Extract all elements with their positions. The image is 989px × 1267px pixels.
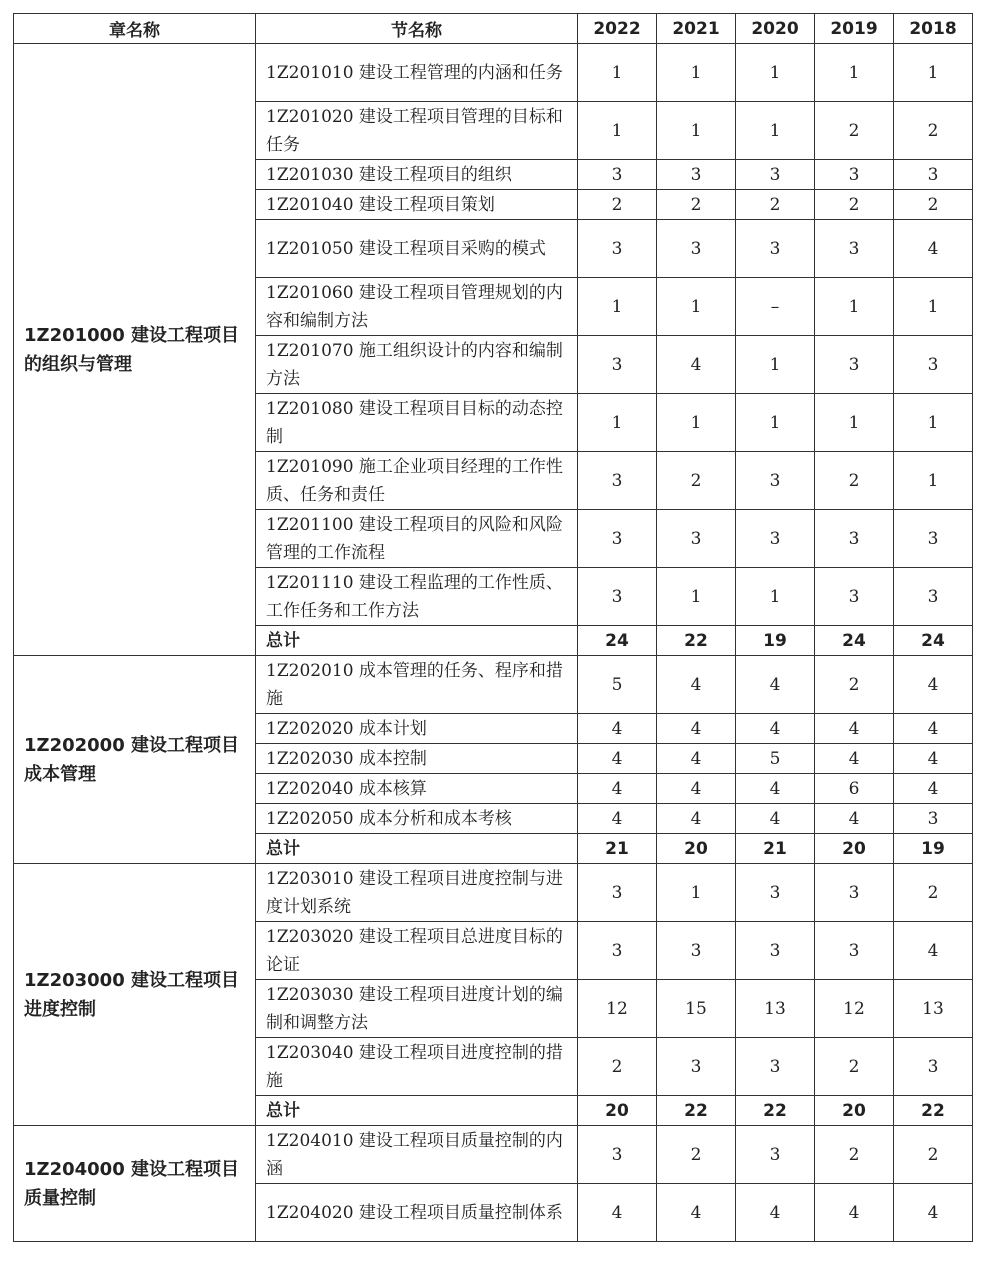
table-body: [14, 44, 973, 1242]
total-label: 总计: [256, 834, 578, 864]
score-cell: 4: [578, 804, 657, 834]
total-cell: 22: [736, 1096, 815, 1126]
chapter-name-cell: 1Z203000 建设工程项目进度控制: [14, 864, 256, 1126]
score-cell: 1: [578, 278, 657, 336]
score-cell: 3: [657, 1038, 736, 1096]
score-cell: 4: [657, 714, 736, 744]
score-cell: 1: [894, 278, 973, 336]
score-cell: 1: [894, 44, 973, 102]
score-cell: 3: [736, 220, 815, 278]
score-cell: 1: [894, 394, 973, 452]
chapter-name-cell: 1Z202000 建设工程项目成本管理: [14, 656, 256, 864]
score-cell: 4: [894, 656, 973, 714]
score-cell: 1: [657, 44, 736, 102]
score-cell: 3: [894, 160, 973, 190]
total-cell: 19: [736, 626, 815, 656]
score-cell: 3: [578, 510, 657, 568]
score-cell: 1: [815, 44, 894, 102]
total-cell: 20: [578, 1096, 657, 1126]
score-cell: 5: [578, 656, 657, 714]
score-cell: –: [736, 278, 815, 336]
score-cell: 4: [894, 714, 973, 744]
score-cell: 4: [578, 714, 657, 744]
table-header: [14, 14, 973, 44]
section-name-cell: 1Z201010 建设工程管理的内涵和任务: [256, 44, 578, 102]
score-cell: 3: [578, 1126, 657, 1184]
score-cell: 2: [815, 102, 894, 160]
score-cell: 3: [578, 864, 657, 922]
score-cell: 3: [578, 452, 657, 510]
score-cell: 4: [657, 656, 736, 714]
score-cell: 1: [657, 864, 736, 922]
score-cell: 4: [657, 1184, 736, 1242]
total-cell: 20: [815, 834, 894, 864]
total-cell: 22: [894, 1096, 973, 1126]
total-cell: 21: [736, 834, 815, 864]
score-cell: 2: [815, 190, 894, 220]
total-cell: 21: [578, 834, 657, 864]
section-name-cell: 1Z204020 建设工程项目质量控制体系: [256, 1184, 578, 1242]
score-cell: 1: [736, 568, 815, 626]
score-cell: 4: [578, 744, 657, 774]
score-cell: 3: [894, 568, 973, 626]
total-cell: 24: [894, 626, 973, 656]
score-cell: 3: [894, 510, 973, 568]
score-cell: 2: [578, 1038, 657, 1096]
score-cell: 4: [894, 744, 973, 774]
total-cell: 22: [657, 1096, 736, 1126]
score-cell: 4: [894, 1184, 973, 1242]
score-cell: 2: [894, 864, 973, 922]
score-cell: 3: [894, 336, 973, 394]
score-cell: 4: [736, 804, 815, 834]
section-name-cell: 1Z202050 成本分析和成本考核: [256, 804, 578, 834]
header-chapter: 章名称: [14, 14, 256, 44]
section-name-cell: 1Z203010 建设工程项目进度控制与进度计划系统: [256, 864, 578, 922]
table-row: [14, 864, 973, 922]
section-name-cell: 1Z203030 建设工程项目进度计划的编制和调整方法: [256, 980, 578, 1038]
score-cell: 4: [894, 774, 973, 804]
section-name-cell: 1Z201110 建设工程监理的工作性质、工作任务和工作方法: [256, 568, 578, 626]
score-cell: 1: [657, 102, 736, 160]
section-name-cell: 1Z201070 施工组织设计的内容和编制方法: [256, 336, 578, 394]
chapter-name-cell: 1Z201000 建设工程项目的组织与管理: [14, 44, 256, 656]
total-cell: 20: [657, 834, 736, 864]
table-row: [14, 656, 973, 714]
score-cell: 4: [736, 1184, 815, 1242]
score-cell: 13: [894, 980, 973, 1038]
score-cell: 1: [815, 394, 894, 452]
score-cell: 4: [657, 804, 736, 834]
exam-score-table: [13, 13, 973, 1242]
score-cell: 4: [894, 220, 973, 278]
score-cell: 4: [815, 744, 894, 774]
section-name-cell: 1Z202010 成本管理的任务、程序和措施: [256, 656, 578, 714]
score-cell: 3: [657, 220, 736, 278]
score-cell: 4: [578, 774, 657, 804]
section-name-cell: 1Z201090 施工企业项目经理的工作性质、任务和责任: [256, 452, 578, 510]
score-cell: 15: [657, 980, 736, 1038]
score-cell: 4: [815, 1184, 894, 1242]
score-cell: 4: [736, 774, 815, 804]
score-cell: 12: [815, 980, 894, 1038]
section-name-cell: 1Z201080 建设工程项目目标的动态控制: [256, 394, 578, 452]
score-cell: 1: [657, 568, 736, 626]
score-cell: 2: [894, 1126, 973, 1184]
score-cell: 3: [815, 160, 894, 190]
section-name-cell: 1Z201030 建设工程项目的组织: [256, 160, 578, 190]
header-section: 节名称: [256, 14, 578, 44]
total-cell: 22: [657, 626, 736, 656]
score-cell: 2: [736, 190, 815, 220]
header-year: 2018: [894, 14, 973, 44]
score-cell: 3: [815, 510, 894, 568]
section-name-cell: 1Z203020 建设工程项目总进度目标的论证: [256, 922, 578, 980]
score-cell: 4: [736, 714, 815, 744]
score-cell: 2: [657, 190, 736, 220]
table-row: [14, 44, 973, 102]
score-cell: 1: [578, 44, 657, 102]
chapter-name-cell: 1Z204000 建设工程项目质量控制: [14, 1126, 256, 1242]
score-cell: 3: [578, 336, 657, 394]
score-cell: 3: [815, 336, 894, 394]
score-cell: 3: [815, 922, 894, 980]
score-cell: 4: [657, 774, 736, 804]
score-cell: 1: [736, 102, 815, 160]
header-row: [14, 14, 973, 44]
score-cell: 3: [736, 160, 815, 190]
header-year: 2021: [657, 14, 736, 44]
section-name-cell: 1Z201060 建设工程项目管理规划的内容和编制方法: [256, 278, 578, 336]
section-name-cell: 1Z202020 成本计划: [256, 714, 578, 744]
score-cell: 2: [894, 190, 973, 220]
score-cell: 1: [578, 102, 657, 160]
score-cell: 5: [736, 744, 815, 774]
total-cell: 24: [578, 626, 657, 656]
score-cell: 13: [736, 980, 815, 1038]
header-year: 2019: [815, 14, 894, 44]
score-cell: 2: [815, 452, 894, 510]
score-cell: 1: [736, 44, 815, 102]
section-name-cell: 1Z202040 成本核算: [256, 774, 578, 804]
score-cell: 2: [894, 102, 973, 160]
score-cell: 3: [736, 1038, 815, 1096]
score-cell: 3: [578, 220, 657, 278]
score-cell: 4: [894, 922, 973, 980]
total-label: 总计: [256, 1096, 578, 1126]
score-cell: 12: [578, 980, 657, 1038]
total-cell: 20: [815, 1096, 894, 1126]
score-cell: 1: [657, 278, 736, 336]
score-cell: 1: [815, 278, 894, 336]
section-name-cell: 1Z201020 建设工程项目管理的目标和任务: [256, 102, 578, 160]
section-name-cell: 1Z203040 建设工程项目进度控制的措施: [256, 1038, 578, 1096]
total-cell: 24: [815, 626, 894, 656]
score-cell: 2: [657, 452, 736, 510]
score-cell: 3: [736, 922, 815, 980]
section-name-cell: 1Z204010 建设工程项目质量控制的内涵: [256, 1126, 578, 1184]
score-cell: 3: [736, 452, 815, 510]
score-cell: 3: [657, 922, 736, 980]
score-cell: 2: [657, 1126, 736, 1184]
score-cell: 3: [578, 568, 657, 626]
score-cell: 2: [815, 1038, 894, 1096]
score-cell: 1: [736, 336, 815, 394]
score-cell: 2: [815, 1126, 894, 1184]
score-cell: 3: [736, 510, 815, 568]
score-cell: 4: [736, 656, 815, 714]
header-year: 2020: [736, 14, 815, 44]
table-row: [14, 1126, 973, 1184]
section-name-cell: 1Z201050 建设工程项目采购的模式: [256, 220, 578, 278]
score-cell: 3: [657, 510, 736, 568]
section-name-cell: 1Z201040 建设工程项目策划: [256, 190, 578, 220]
score-cell: 3: [736, 864, 815, 922]
score-cell: 3: [815, 220, 894, 278]
section-name-cell: 1Z202030 成本控制: [256, 744, 578, 774]
score-cell: 4: [815, 714, 894, 744]
score-cell: 3: [815, 864, 894, 922]
score-cell: 6: [815, 774, 894, 804]
score-cell: 3: [815, 568, 894, 626]
score-cell: 3: [657, 160, 736, 190]
score-cell: 3: [736, 1126, 815, 1184]
score-cell: 2: [815, 656, 894, 714]
score-cell: 2: [578, 190, 657, 220]
score-cell: 3: [894, 804, 973, 834]
score-cell: 4: [815, 804, 894, 834]
total-cell: 19: [894, 834, 973, 864]
score-cell: 3: [894, 1038, 973, 1096]
score-cell: 4: [657, 744, 736, 774]
score-cell: 1: [578, 394, 657, 452]
section-name-cell: 1Z201100 建设工程项目的风险和风险管理的工作流程: [256, 510, 578, 568]
score-cell: 1: [894, 452, 973, 510]
score-cell: 1: [736, 394, 815, 452]
score-cell: 4: [578, 1184, 657, 1242]
score-cell: 3: [578, 922, 657, 980]
total-label: 总计: [256, 626, 578, 656]
header-year: 2022: [578, 14, 657, 44]
score-cell: 3: [578, 160, 657, 190]
score-cell: 1: [657, 394, 736, 452]
score-cell: 4: [657, 336, 736, 394]
